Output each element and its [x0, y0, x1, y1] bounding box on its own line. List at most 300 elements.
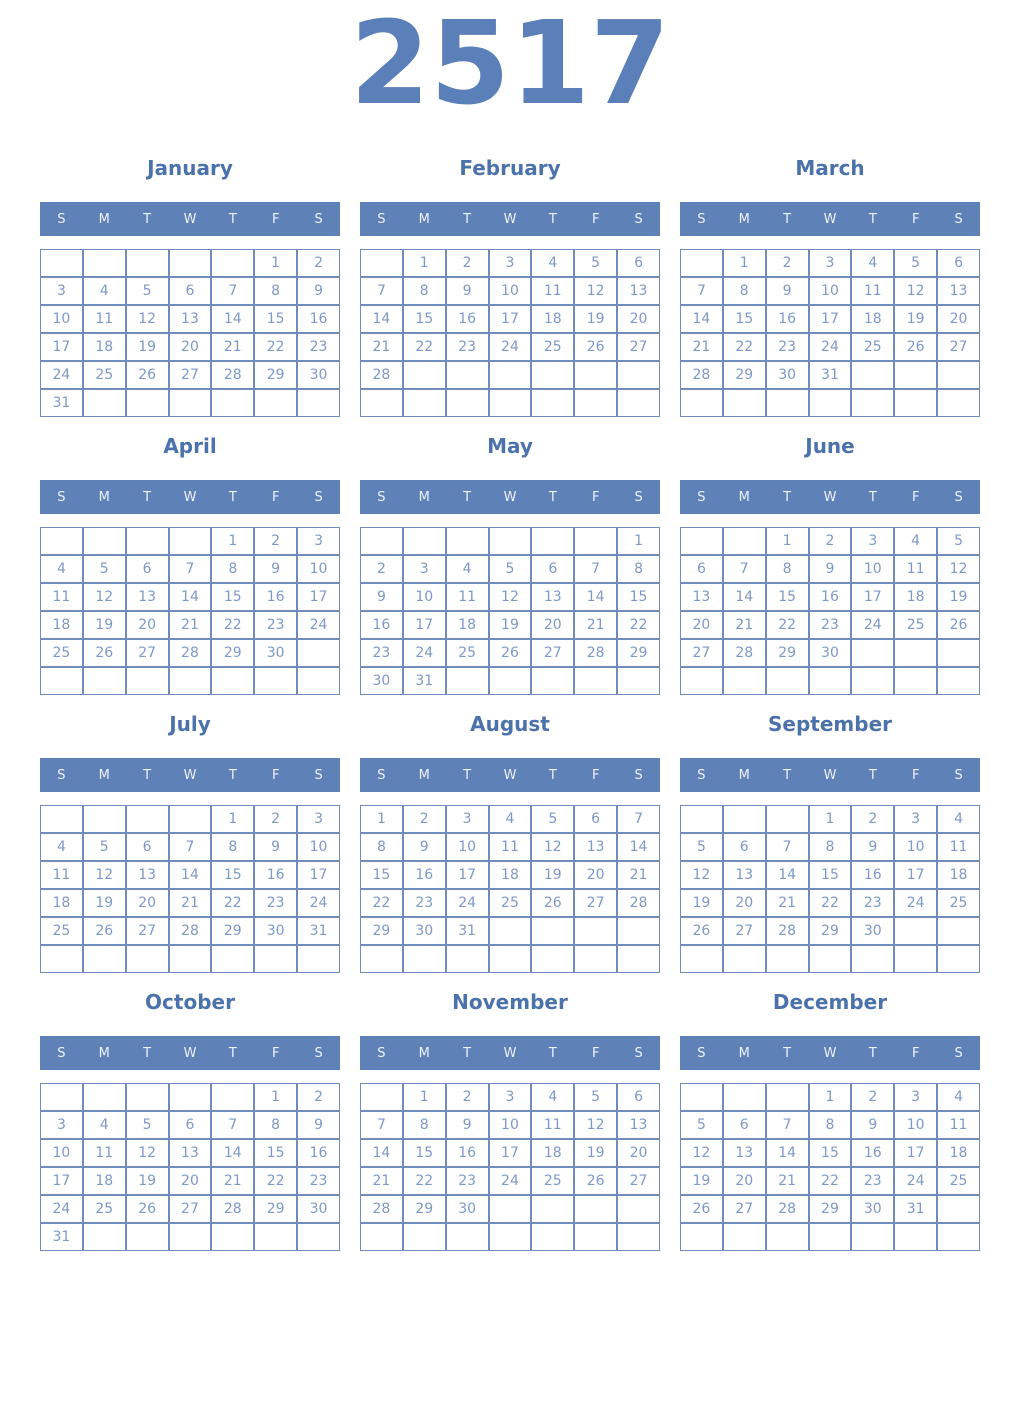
day-cell: 22: [254, 1167, 297, 1195]
week-row: [40, 667, 340, 695]
empty-cell: [83, 667, 126, 695]
day-cell: 19: [489, 611, 532, 639]
empty-cell: [809, 945, 852, 973]
year-title: 2517: [349, 0, 671, 131]
day-cell: 7: [360, 277, 403, 305]
day-cell: 8: [254, 277, 297, 305]
empty-cell: [894, 1223, 937, 1251]
week-row: [360, 333, 660, 361]
weekday-label: M: [98, 1045, 110, 1061]
day-cell: 23: [297, 1167, 340, 1195]
empty-cell: [126, 667, 169, 695]
day-cell: 2: [446, 1083, 489, 1111]
weekday-label: S: [697, 1045, 706, 1061]
weekday-label: S: [377, 211, 386, 227]
day-cell: 28: [360, 1195, 403, 1223]
day-cell: 20: [169, 1167, 212, 1195]
day-cell: 5: [680, 1111, 723, 1139]
day-cell: 8: [809, 833, 852, 861]
weekday-label: T: [783, 1045, 792, 1061]
weekday-label: T: [143, 489, 152, 505]
day-cell: 5: [489, 555, 532, 583]
day-cell: 6: [126, 555, 169, 583]
empty-cell: [489, 917, 532, 945]
month-section-november: [360, 991, 660, 1251]
day-cell: 25: [531, 1167, 574, 1195]
day-cell: 12: [126, 305, 169, 333]
empty-cell: [297, 639, 340, 667]
empty-cell: [446, 945, 489, 973]
day-cell: 21: [169, 611, 212, 639]
week-row: [680, 667, 980, 695]
day-cell: 16: [254, 583, 297, 611]
empty-cell: [169, 249, 212, 277]
day-cell: 14: [211, 1139, 254, 1167]
week-row: [360, 305, 660, 333]
day-cell: 28: [211, 361, 254, 389]
empty-cell: [169, 527, 212, 555]
weekday-label: S: [377, 489, 386, 505]
day-cell: 7: [360, 1111, 403, 1139]
week-row: [680, 583, 980, 611]
day-cell: 28: [723, 639, 766, 667]
empty-cell: [169, 945, 212, 973]
day-cell: 15: [723, 305, 766, 333]
week-row: [40, 1167, 340, 1195]
week-row: [40, 805, 340, 833]
empty-cell: [126, 527, 169, 555]
week-row: [40, 1195, 340, 1223]
day-cell: 26: [574, 333, 617, 361]
weekday-header-row: [680, 202, 980, 236]
day-cell: 16: [254, 861, 297, 889]
week-row: [360, 1167, 660, 1195]
day-cell: 30: [360, 667, 403, 695]
day-cell: 11: [83, 1139, 126, 1167]
day-cell: 10: [894, 833, 937, 861]
day-cell: 27: [126, 917, 169, 945]
empty-cell: [126, 805, 169, 833]
weekday-header-row: [40, 202, 340, 236]
empty-cell: [723, 667, 766, 695]
week-row: [360, 833, 660, 861]
day-cell: 17: [489, 305, 532, 333]
day-cell: 14: [617, 833, 660, 861]
day-cell: 2: [254, 805, 297, 833]
day-cell: 6: [531, 555, 574, 583]
empty-cell: [531, 1195, 574, 1223]
empty-cell: [403, 945, 446, 973]
empty-cell: [531, 667, 574, 695]
day-cell: 4: [851, 249, 894, 277]
day-cell: 18: [40, 611, 83, 639]
day-cell: 3: [40, 277, 83, 305]
week-row: [360, 889, 660, 917]
day-cell: 26: [83, 639, 126, 667]
week-row: [680, 1139, 980, 1167]
weekday-label: M: [738, 767, 750, 783]
day-cell: 6: [617, 249, 660, 277]
day-cell: 22: [211, 611, 254, 639]
empty-cell: [851, 389, 894, 417]
day-cell: 10: [809, 277, 852, 305]
day-cell: 27: [723, 917, 766, 945]
weekday-label: S: [634, 211, 643, 227]
weekday-label: F: [911, 489, 920, 505]
day-cell: 27: [169, 1195, 212, 1223]
weekday-label: T: [228, 767, 237, 783]
day-cell: 30: [851, 917, 894, 945]
empty-cell: [680, 1083, 723, 1111]
day-cell: 4: [40, 555, 83, 583]
day-cell: 8: [403, 1111, 446, 1139]
day-cell: 3: [894, 805, 937, 833]
week-row: [360, 527, 660, 555]
weekday-label: T: [868, 1045, 877, 1061]
day-cell: 11: [851, 277, 894, 305]
empty-cell: [574, 945, 617, 973]
empty-cell: [723, 945, 766, 973]
day-cell: 12: [894, 277, 937, 305]
day-cell: 8: [360, 833, 403, 861]
empty-cell: [446, 361, 489, 389]
day-cell: 8: [617, 555, 660, 583]
day-cell: 16: [446, 305, 489, 333]
weekday-label: T: [783, 211, 792, 227]
day-cell: 12: [680, 1139, 723, 1167]
day-cell: 14: [211, 305, 254, 333]
calendar-grid: [360, 1083, 660, 1251]
week-row: [40, 861, 340, 889]
week-row: [360, 555, 660, 583]
day-cell: 3: [851, 527, 894, 555]
empty-cell: [126, 249, 169, 277]
day-cell: 5: [531, 805, 574, 833]
day-cell: 12: [680, 861, 723, 889]
day-cell: 5: [937, 527, 980, 555]
day-cell: 10: [489, 1111, 532, 1139]
day-cell: 16: [297, 305, 340, 333]
week-row: [360, 361, 660, 389]
empty-cell: [937, 361, 980, 389]
day-cell: 24: [809, 333, 852, 361]
empty-cell: [169, 389, 212, 417]
day-cell: 19: [574, 1139, 617, 1167]
weekday-label: T: [143, 211, 152, 227]
day-cell: 21: [360, 1167, 403, 1195]
weekday-label: W: [183, 1045, 197, 1061]
day-cell: 26: [894, 333, 937, 361]
day-cell: 24: [297, 611, 340, 639]
day-cell: 27: [126, 639, 169, 667]
day-cell: 2: [254, 527, 297, 555]
day-cell: 5: [574, 249, 617, 277]
day-cell: 26: [126, 361, 169, 389]
week-row: [40, 611, 340, 639]
empty-cell: [809, 389, 852, 417]
day-cell: 13: [937, 277, 980, 305]
day-cell: 31: [40, 1223, 83, 1251]
empty-cell: [617, 1223, 660, 1251]
day-cell: 5: [126, 277, 169, 305]
month-section-february: [360, 157, 660, 417]
empty-cell: [126, 945, 169, 973]
week-row: [360, 249, 660, 277]
day-cell: 25: [446, 639, 489, 667]
weekday-label: M: [98, 489, 110, 505]
day-cell: 21: [574, 611, 617, 639]
day-cell: 1: [766, 527, 809, 555]
week-row: [360, 611, 660, 639]
day-cell: 18: [83, 1167, 126, 1195]
day-cell: 24: [489, 1167, 532, 1195]
week-row: [40, 945, 340, 973]
day-cell: 27: [574, 889, 617, 917]
day-cell: 9: [766, 277, 809, 305]
day-cell: 24: [489, 333, 532, 361]
empty-cell: [617, 667, 660, 695]
day-cell: 17: [894, 1139, 937, 1167]
empty-cell: [574, 389, 617, 417]
weekday-label: W: [503, 1045, 517, 1061]
day-cell: 30: [851, 1195, 894, 1223]
day-cell: 11: [489, 833, 532, 861]
day-cell: 7: [723, 555, 766, 583]
day-cell: 4: [83, 1111, 126, 1139]
day-cell: 11: [894, 555, 937, 583]
day-cell: 7: [766, 833, 809, 861]
empty-cell: [446, 667, 489, 695]
day-cell: 21: [360, 333, 403, 361]
day-cell: 17: [297, 861, 340, 889]
weekday-label: W: [503, 489, 517, 505]
day-cell: 7: [766, 1111, 809, 1139]
weekday-label: M: [98, 211, 110, 227]
day-cell: 2: [851, 805, 894, 833]
day-cell: 25: [894, 611, 937, 639]
day-cell: 20: [680, 611, 723, 639]
weekday-label: M: [738, 1045, 750, 1061]
empty-cell: [211, 945, 254, 973]
weekday-label: F: [911, 1045, 920, 1061]
empty-cell: [723, 527, 766, 555]
weekday-label: W: [183, 489, 197, 505]
day-cell: 23: [446, 1167, 489, 1195]
empty-cell: [169, 667, 212, 695]
month-title: November: [452, 990, 568, 1015]
day-cell: 20: [723, 889, 766, 917]
day-cell: 8: [211, 555, 254, 583]
day-cell: 28: [169, 639, 212, 667]
month-title: May: [487, 434, 533, 459]
weekday-label: T: [463, 211, 472, 227]
empty-cell: [403, 527, 446, 555]
day-cell: 3: [894, 1083, 937, 1111]
day-cell: 2: [446, 249, 489, 277]
day-cell: 5: [574, 1083, 617, 1111]
day-cell: 5: [83, 555, 126, 583]
week-row: [40, 1083, 340, 1111]
day-cell: 22: [254, 333, 297, 361]
empty-cell: [83, 1083, 126, 1111]
weekday-label: T: [868, 489, 877, 505]
day-cell: 16: [766, 305, 809, 333]
week-row: [680, 361, 980, 389]
day-cell: 6: [617, 1083, 660, 1111]
weekday-label: F: [591, 1045, 600, 1061]
weekday-label: S: [314, 489, 323, 505]
empty-cell: [40, 805, 83, 833]
empty-cell: [360, 389, 403, 417]
weekday-header-row: [360, 202, 660, 236]
empty-cell: [809, 1223, 852, 1251]
empty-cell: [254, 389, 297, 417]
empty-cell: [40, 667, 83, 695]
day-cell: 24: [446, 889, 489, 917]
day-cell: 9: [446, 277, 489, 305]
day-cell: 3: [297, 805, 340, 833]
empty-cell: [680, 527, 723, 555]
day-cell: 20: [531, 611, 574, 639]
months-grid: [40, 157, 980, 1251]
day-cell: 25: [489, 889, 532, 917]
day-cell: 12: [574, 277, 617, 305]
week-row: [360, 1111, 660, 1139]
empty-cell: [489, 1195, 532, 1223]
day-cell: 17: [894, 861, 937, 889]
day-cell: 24: [40, 1195, 83, 1223]
day-cell: 8: [254, 1111, 297, 1139]
week-row: [680, 639, 980, 667]
day-cell: 26: [126, 1195, 169, 1223]
day-cell: 28: [360, 361, 403, 389]
day-cell: 2: [851, 1083, 894, 1111]
day-cell: 7: [617, 805, 660, 833]
weekday-header-row: [680, 1036, 980, 1070]
day-cell: 30: [446, 1195, 489, 1223]
empty-cell: [766, 667, 809, 695]
day-cell: 19: [680, 1167, 723, 1195]
empty-cell: [723, 805, 766, 833]
empty-cell: [40, 1083, 83, 1111]
month-title: August: [470, 712, 550, 737]
week-row: [40, 889, 340, 917]
day-cell: 13: [169, 1139, 212, 1167]
day-cell: 21: [680, 333, 723, 361]
empty-cell: [446, 1223, 489, 1251]
week-row: [360, 805, 660, 833]
week-row: [40, 361, 340, 389]
day-cell: 11: [937, 833, 980, 861]
empty-cell: [126, 389, 169, 417]
day-cell: 25: [937, 889, 980, 917]
day-cell: 30: [297, 1195, 340, 1223]
day-cell: 25: [40, 639, 83, 667]
empty-cell: [211, 389, 254, 417]
day-cell: 13: [723, 1139, 766, 1167]
day-cell: 17: [40, 1167, 83, 1195]
day-cell: 6: [723, 833, 766, 861]
day-cell: 3: [489, 1083, 532, 1111]
day-cell: 19: [894, 305, 937, 333]
empty-cell: [766, 1083, 809, 1111]
day-cell: 1: [809, 805, 852, 833]
day-cell: 7: [211, 1111, 254, 1139]
day-cell: 11: [40, 583, 83, 611]
day-cell: 9: [360, 583, 403, 611]
day-cell: 17: [489, 1139, 532, 1167]
day-cell: 26: [83, 917, 126, 945]
day-cell: 8: [723, 277, 766, 305]
week-row: [680, 1111, 980, 1139]
day-cell: 13: [531, 583, 574, 611]
day-cell: 6: [574, 805, 617, 833]
day-cell: 14: [574, 583, 617, 611]
day-cell: 31: [40, 389, 83, 417]
day-cell: 18: [531, 305, 574, 333]
empty-cell: [574, 917, 617, 945]
day-cell: 20: [574, 861, 617, 889]
day-cell: 13: [617, 277, 660, 305]
day-cell: 1: [403, 1083, 446, 1111]
day-cell: 19: [531, 861, 574, 889]
day-cell: 17: [851, 583, 894, 611]
day-cell: 16: [851, 861, 894, 889]
day-cell: 23: [403, 889, 446, 917]
day-cell: 20: [617, 305, 660, 333]
weekday-label: W: [503, 767, 517, 783]
empty-cell: [360, 1083, 403, 1111]
day-cell: 30: [254, 917, 297, 945]
day-cell: 9: [297, 277, 340, 305]
day-cell: 10: [894, 1111, 937, 1139]
weekday-label: S: [634, 1045, 643, 1061]
weekday-label: W: [503, 211, 517, 227]
day-cell: 27: [723, 1195, 766, 1223]
week-row: [680, 917, 980, 945]
day-cell: 19: [937, 583, 980, 611]
day-cell: 29: [723, 361, 766, 389]
day-cell: 31: [446, 917, 489, 945]
empty-cell: [40, 249, 83, 277]
weekday-header-row: [40, 1036, 340, 1070]
weekday-label: T: [463, 767, 472, 783]
day-cell: 16: [851, 1139, 894, 1167]
day-cell: 27: [169, 361, 212, 389]
day-cell: 17: [40, 333, 83, 361]
day-cell: 2: [403, 805, 446, 833]
day-cell: 7: [211, 277, 254, 305]
weekday-label: T: [143, 767, 152, 783]
empty-cell: [403, 361, 446, 389]
day-cell: 4: [531, 249, 574, 277]
day-cell: 3: [489, 249, 532, 277]
week-row: [40, 1223, 340, 1251]
day-cell: 9: [851, 833, 894, 861]
empty-cell: [574, 1223, 617, 1251]
day-cell: 21: [766, 889, 809, 917]
empty-cell: [489, 1223, 532, 1251]
weekday-label: S: [697, 211, 706, 227]
day-cell: 18: [937, 861, 980, 889]
day-cell: 10: [851, 555, 894, 583]
week-row: [40, 305, 340, 333]
week-row: [680, 1223, 980, 1251]
week-row: [680, 1083, 980, 1111]
empty-cell: [617, 917, 660, 945]
day-cell: 29: [211, 639, 254, 667]
week-row: [680, 389, 980, 417]
